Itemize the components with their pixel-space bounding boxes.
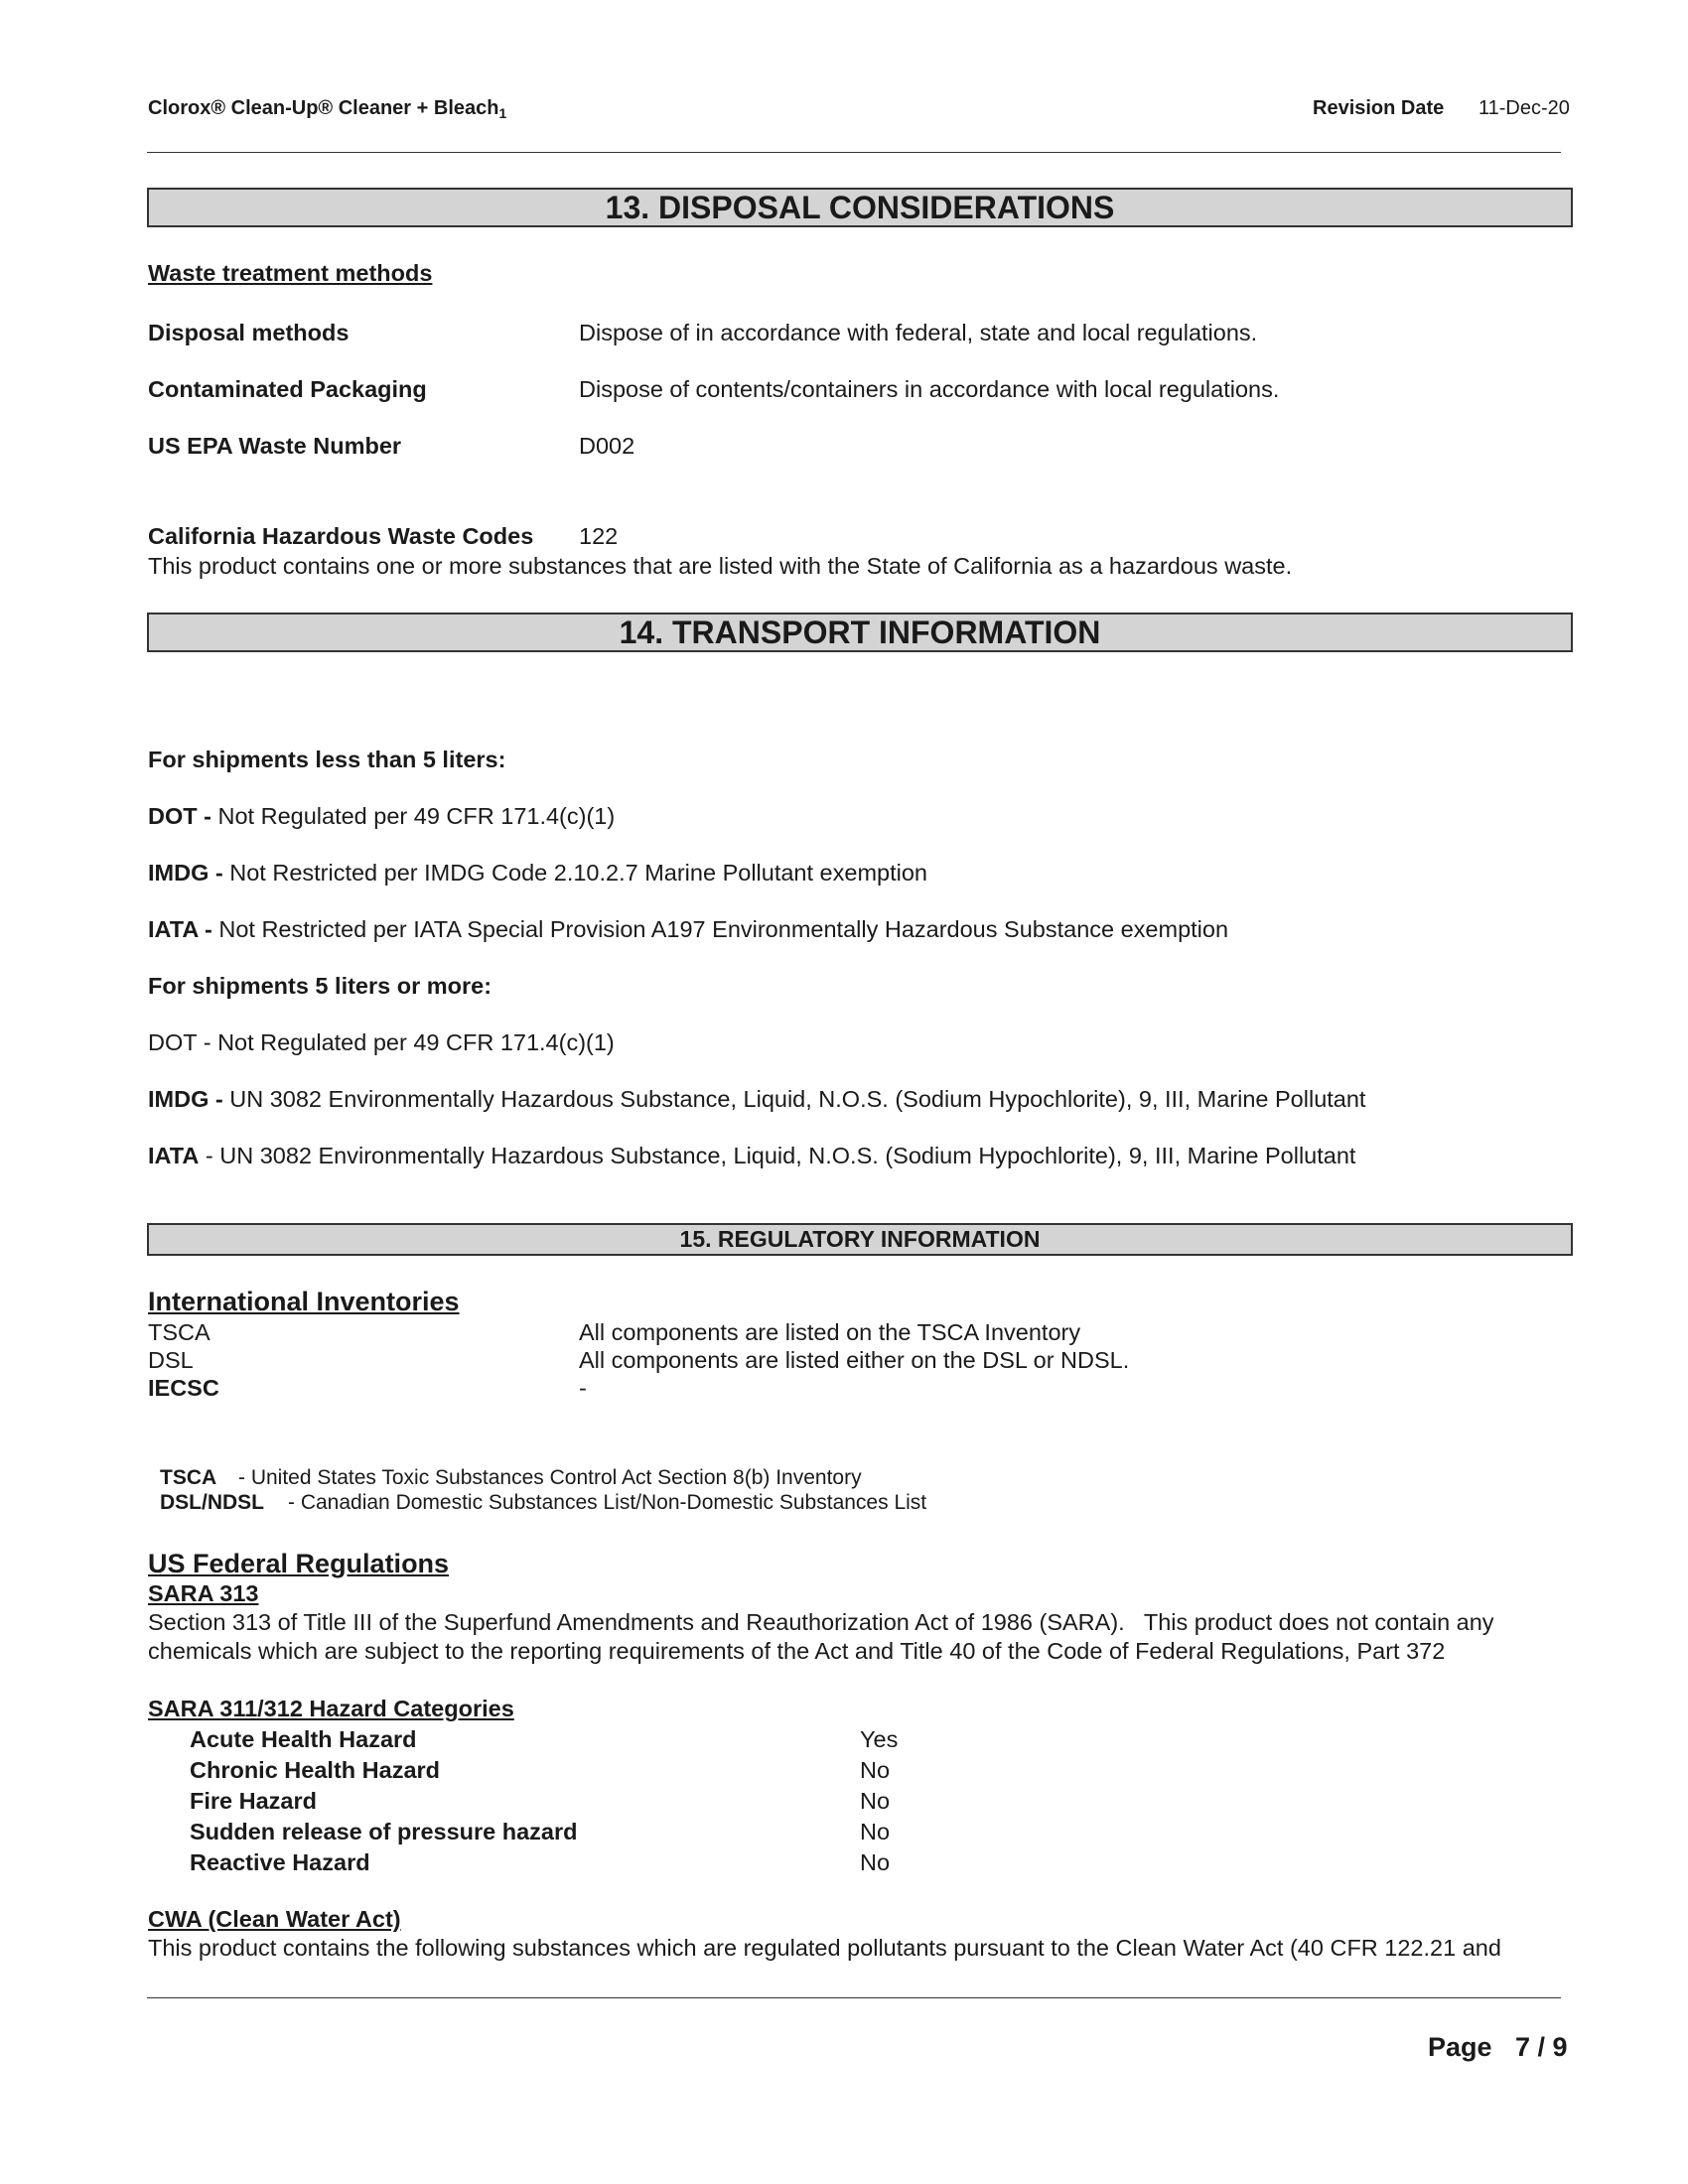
california-codes-value: 122 (579, 523, 619, 549)
legend-tsca-text: - United States Toxic Substances Control Act Section 8(b) Inventory (238, 1466, 862, 1489)
less-dot-text: Not Regulated per 49 CFR 171.4(c)(1) (211, 803, 616, 829)
sara-311-heading: SARA 311/312 Hazard Categories (148, 1696, 514, 1721)
hazard-fire-value: No (860, 1788, 891, 1814)
more-dot-line: DOT - Not Regulated per 49 CFR 171.4(c)(1) (148, 1029, 615, 1055)
more-iata-mode: IATA (148, 1143, 200, 1168)
inventory-tsca-name: TSCA (148, 1319, 211, 1345)
product-name-text: Clorox® Clean-Up® Cleaner + Bleach (148, 97, 499, 119)
inventory-iecsc-value: - (579, 1375, 587, 1401)
sara-313-line-2: chemicals which are subject to the reporting requirements of the Act and Title 40 of the Code of Federal Regulations, Part 372 (148, 1638, 1446, 1664)
us-federal-heading: US Federal Regulations (148, 1549, 450, 1578)
section-13-title: 13. DISPOSAL CONSIDERATIONS (147, 188, 1573, 227)
less-dot-line (148, 803, 615, 830)
page-label: Page (1428, 2032, 1492, 2062)
product-subscript: 1 (498, 105, 507, 121)
less-iata-text: Not Restricted per IATA Special Provision A197 Environmentally Hazardous Substance exemption (211, 916, 1229, 942)
less-iata-line (148, 916, 1228, 943)
less-dot-mode: DOT - (148, 803, 211, 829)
product-name (148, 97, 506, 121)
inventory-iecsc-name: IECSC (148, 1375, 219, 1401)
cwa-text: This product contains the following substances which are regulated pollutants pursuant to the Clean Water Act (40 CFR 122.21 and (148, 1935, 1501, 1961)
disposal-methods-value: Dispose of in accordance with federal, state and local regulations. (579, 320, 1258, 345)
international-inventories-heading: International Inventories (148, 1287, 460, 1316)
revision-date: 11-Dec-20 (1478, 97, 1570, 119)
shipments-more-heading: For shipments 5 liters or more: (148, 973, 492, 999)
sara-313-heading: SARA 313 (148, 1580, 259, 1606)
legend-dsl-text: - Canadian Domestic Substances List/Non-Domestic Substances List (288, 1491, 927, 1514)
section-15-title: 15. REGULATORY INFORMATION (147, 1223, 1573, 1256)
california-codes-label: California Hazardous Waste Codes (148, 523, 534, 549)
inventory-dsl-name: DSL (148, 1347, 194, 1373)
less-imdg-line (148, 860, 927, 887)
inventory-dsl-value: All components are listed either on the DSL or NDSL. (579, 1347, 1130, 1373)
header-rule (147, 152, 1561, 153)
hazard-reactive-value: No (860, 1849, 891, 1875)
legend-dsl-abbr: DSL/NDSL (160, 1491, 264, 1514)
hazard-acute-name: Acute Health Hazard (190, 1726, 417, 1752)
more-iata-text: - UN 3082 Environmentally Hazardous Substance, Liquid, N.O.S. (Sodium Hypochlorite), 9, III, Marine Pollutant (199, 1143, 1356, 1168)
waste-treatment-heading: Waste treatment methods (148, 260, 433, 286)
disposal-methods-label: Disposal methods (148, 320, 350, 345)
more-iata-line (148, 1143, 1355, 1169)
sara-313-line-1: Section 313 of Title III of the Superfund Amendments and Reauthorization Act of 1986 (SARA). This product does not contain any (148, 1609, 1494, 1635)
hazard-acute-value: Yes (860, 1726, 899, 1752)
less-imdg-text: Not Restricted per IMDG Code 2.10.2.7 Marine Pollutant exemption (222, 860, 927, 886)
inventory-tsca-value: All components are listed on the TSCA Inventory (579, 1319, 1081, 1345)
legend-tsca-abbr: TSCA (160, 1466, 217, 1489)
page-number: 7 / 9 (1515, 2032, 1568, 2062)
california-note: This product contains one or more substances that are listed with the State of California as a hazardous waste. (148, 553, 1293, 579)
contaminated-packaging-label: Contaminated Packaging (148, 376, 427, 402)
more-imdg-text: UN 3082 Environmentally Hazardous Substance, Liquid, N.O.S. (Sodium Hypochlorite), 9, III, Marine Pollutant (222, 1086, 1366, 1112)
hazard-pressure-name: Sudden release of pressure hazard (190, 1819, 578, 1844)
less-iata-mode: IATA - (148, 916, 212, 942)
hazard-pressure-value: No (860, 1819, 891, 1844)
shipments-less-heading: For shipments less than 5 liters: (148, 747, 506, 772)
footer-rule (147, 1997, 1561, 1998)
contaminated-packaging-value: Dispose of contents/containers in accordance with local regulations. (579, 376, 1280, 402)
section-14-title: 14. TRANSPORT INFORMATION (147, 613, 1573, 652)
hazard-fire-name: Fire Hazard (190, 1788, 317, 1814)
cwa-heading: CWA (Clean Water Act) (148, 1906, 401, 1932)
hazard-reactive-name: Reactive Hazard (190, 1849, 370, 1875)
epa-waste-number-value: D002 (579, 433, 635, 459)
more-imdg-line (148, 1086, 1365, 1113)
hazard-chronic-name: Chronic Health Hazard (190, 1757, 441, 1783)
revision-label: Revision Date (1313, 97, 1445, 119)
epa-waste-number-label: US EPA Waste Number (148, 433, 402, 459)
hazard-chronic-value: No (860, 1757, 891, 1783)
more-imdg-mode: IMDG - (148, 1086, 223, 1112)
less-imdg-mode: IMDG - (148, 860, 223, 886)
